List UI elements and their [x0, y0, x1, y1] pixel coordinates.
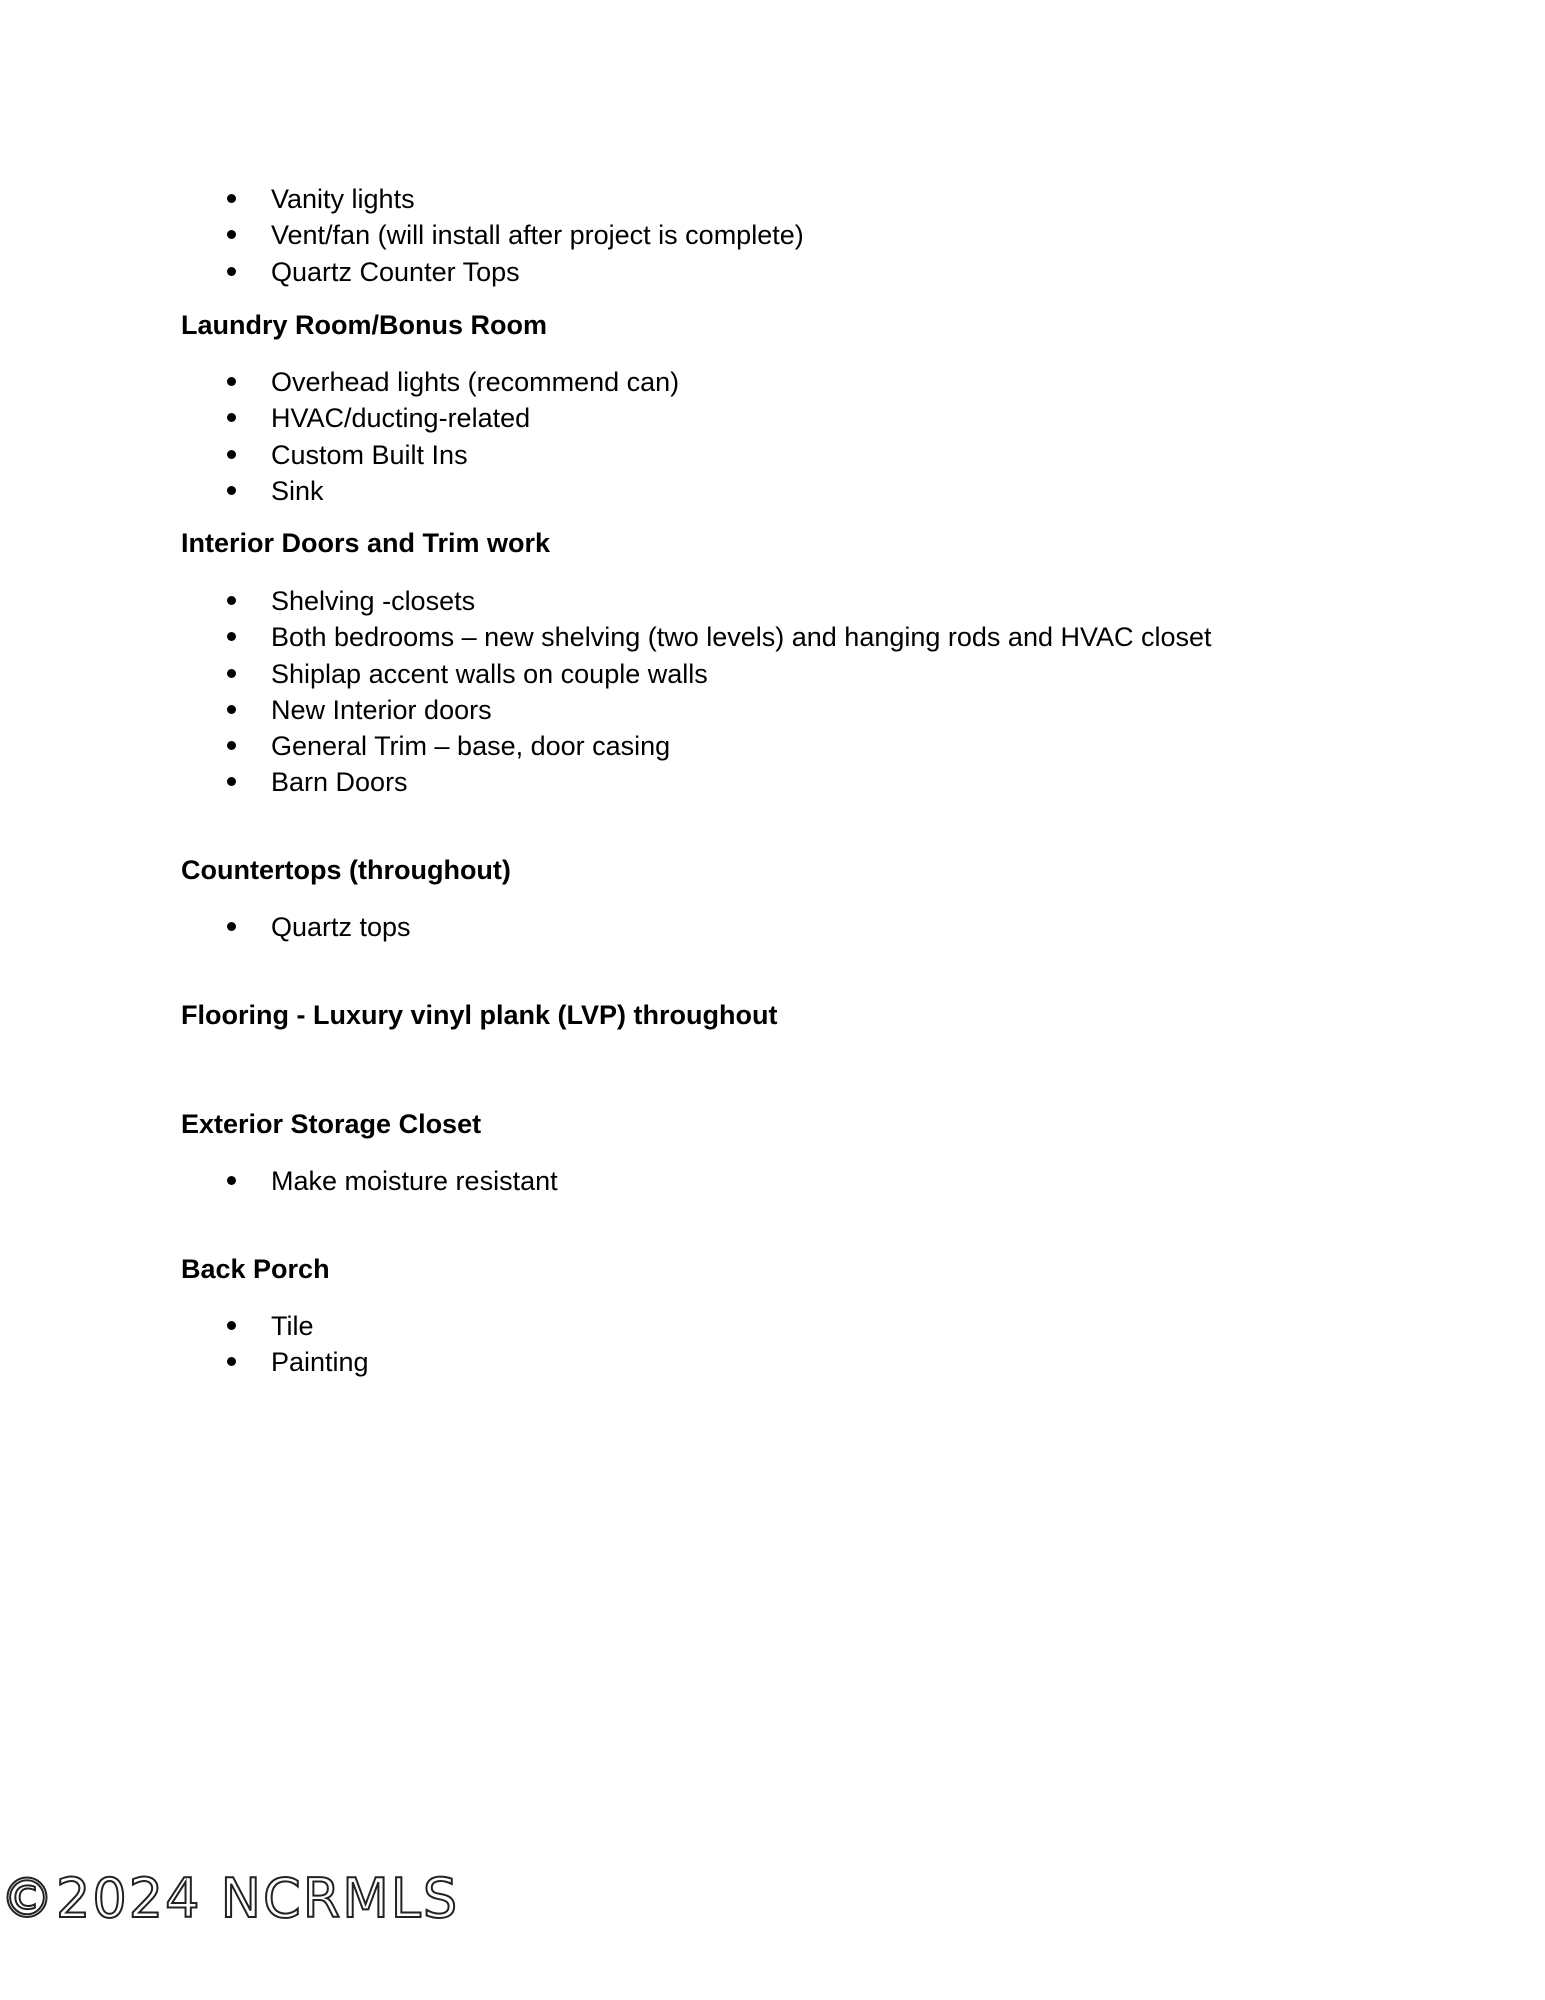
bullet-icon: [227, 922, 236, 931]
bullet-icon: [227, 741, 236, 750]
section-heading-countertops: Countertops (throughout): [181, 855, 511, 885]
bullet-icon: [227, 194, 236, 203]
bullet-icon: [227, 669, 236, 678]
section-heading-back-porch: Back Porch: [181, 1254, 330, 1284]
document-page: Vanity lights Vent/fan (will install after project is complete) Quartz Counter Tops Laundry Room/Bonus Room Overhead lights (recommend can) HVAC/ducting-related Custom Built Ins Sink Interior Doors and Trim work Shelving -closets Both bedrooms – new shelving (two levels) and hanging rods and HVAC closet Shiplap accent walls on couple walls New Interior doors General Trim – base, door casing Barn Doors Countertops (throughout) Quartz tops Flooring - Luxury vinyl plank (LVP) throughout Exterior Storage Closet Make moisture resistant Back Porch Tile Painting ©2024 NCRMLS: [0, 184, 1212, 1930]
bullet-icon: [227, 596, 236, 605]
bullet-icon: [227, 1321, 236, 1330]
bullet-icon: [227, 1176, 236, 1185]
section-heading-laundry: Laundry Room/Bonus Room: [181, 310, 547, 340]
bullet-icon: [227, 267, 236, 276]
bullet-icon: [227, 705, 236, 714]
bullet-icon: [227, 486, 236, 495]
bullet-icon: [227, 413, 236, 422]
section-heading-interior-doors: Interior Doors and Trim work: [181, 528, 551, 558]
bullet-icon: [227, 377, 236, 386]
bullet-icon: [227, 450, 236, 459]
bullet-icon: [227, 1357, 236, 1366]
copyright-watermark: ©2024 NCRMLS: [0, 1867, 460, 1930]
section-heading-flooring: Flooring - Luxury vinyl plank (LVP) throughout: [181, 1000, 778, 1030]
bullet-icon: [227, 777, 236, 786]
bullet-icon: [227, 230, 236, 239]
bullet-icon: [227, 632, 236, 641]
section-heading-exterior-storage: Exterior Storage Closet: [181, 1109, 482, 1139]
